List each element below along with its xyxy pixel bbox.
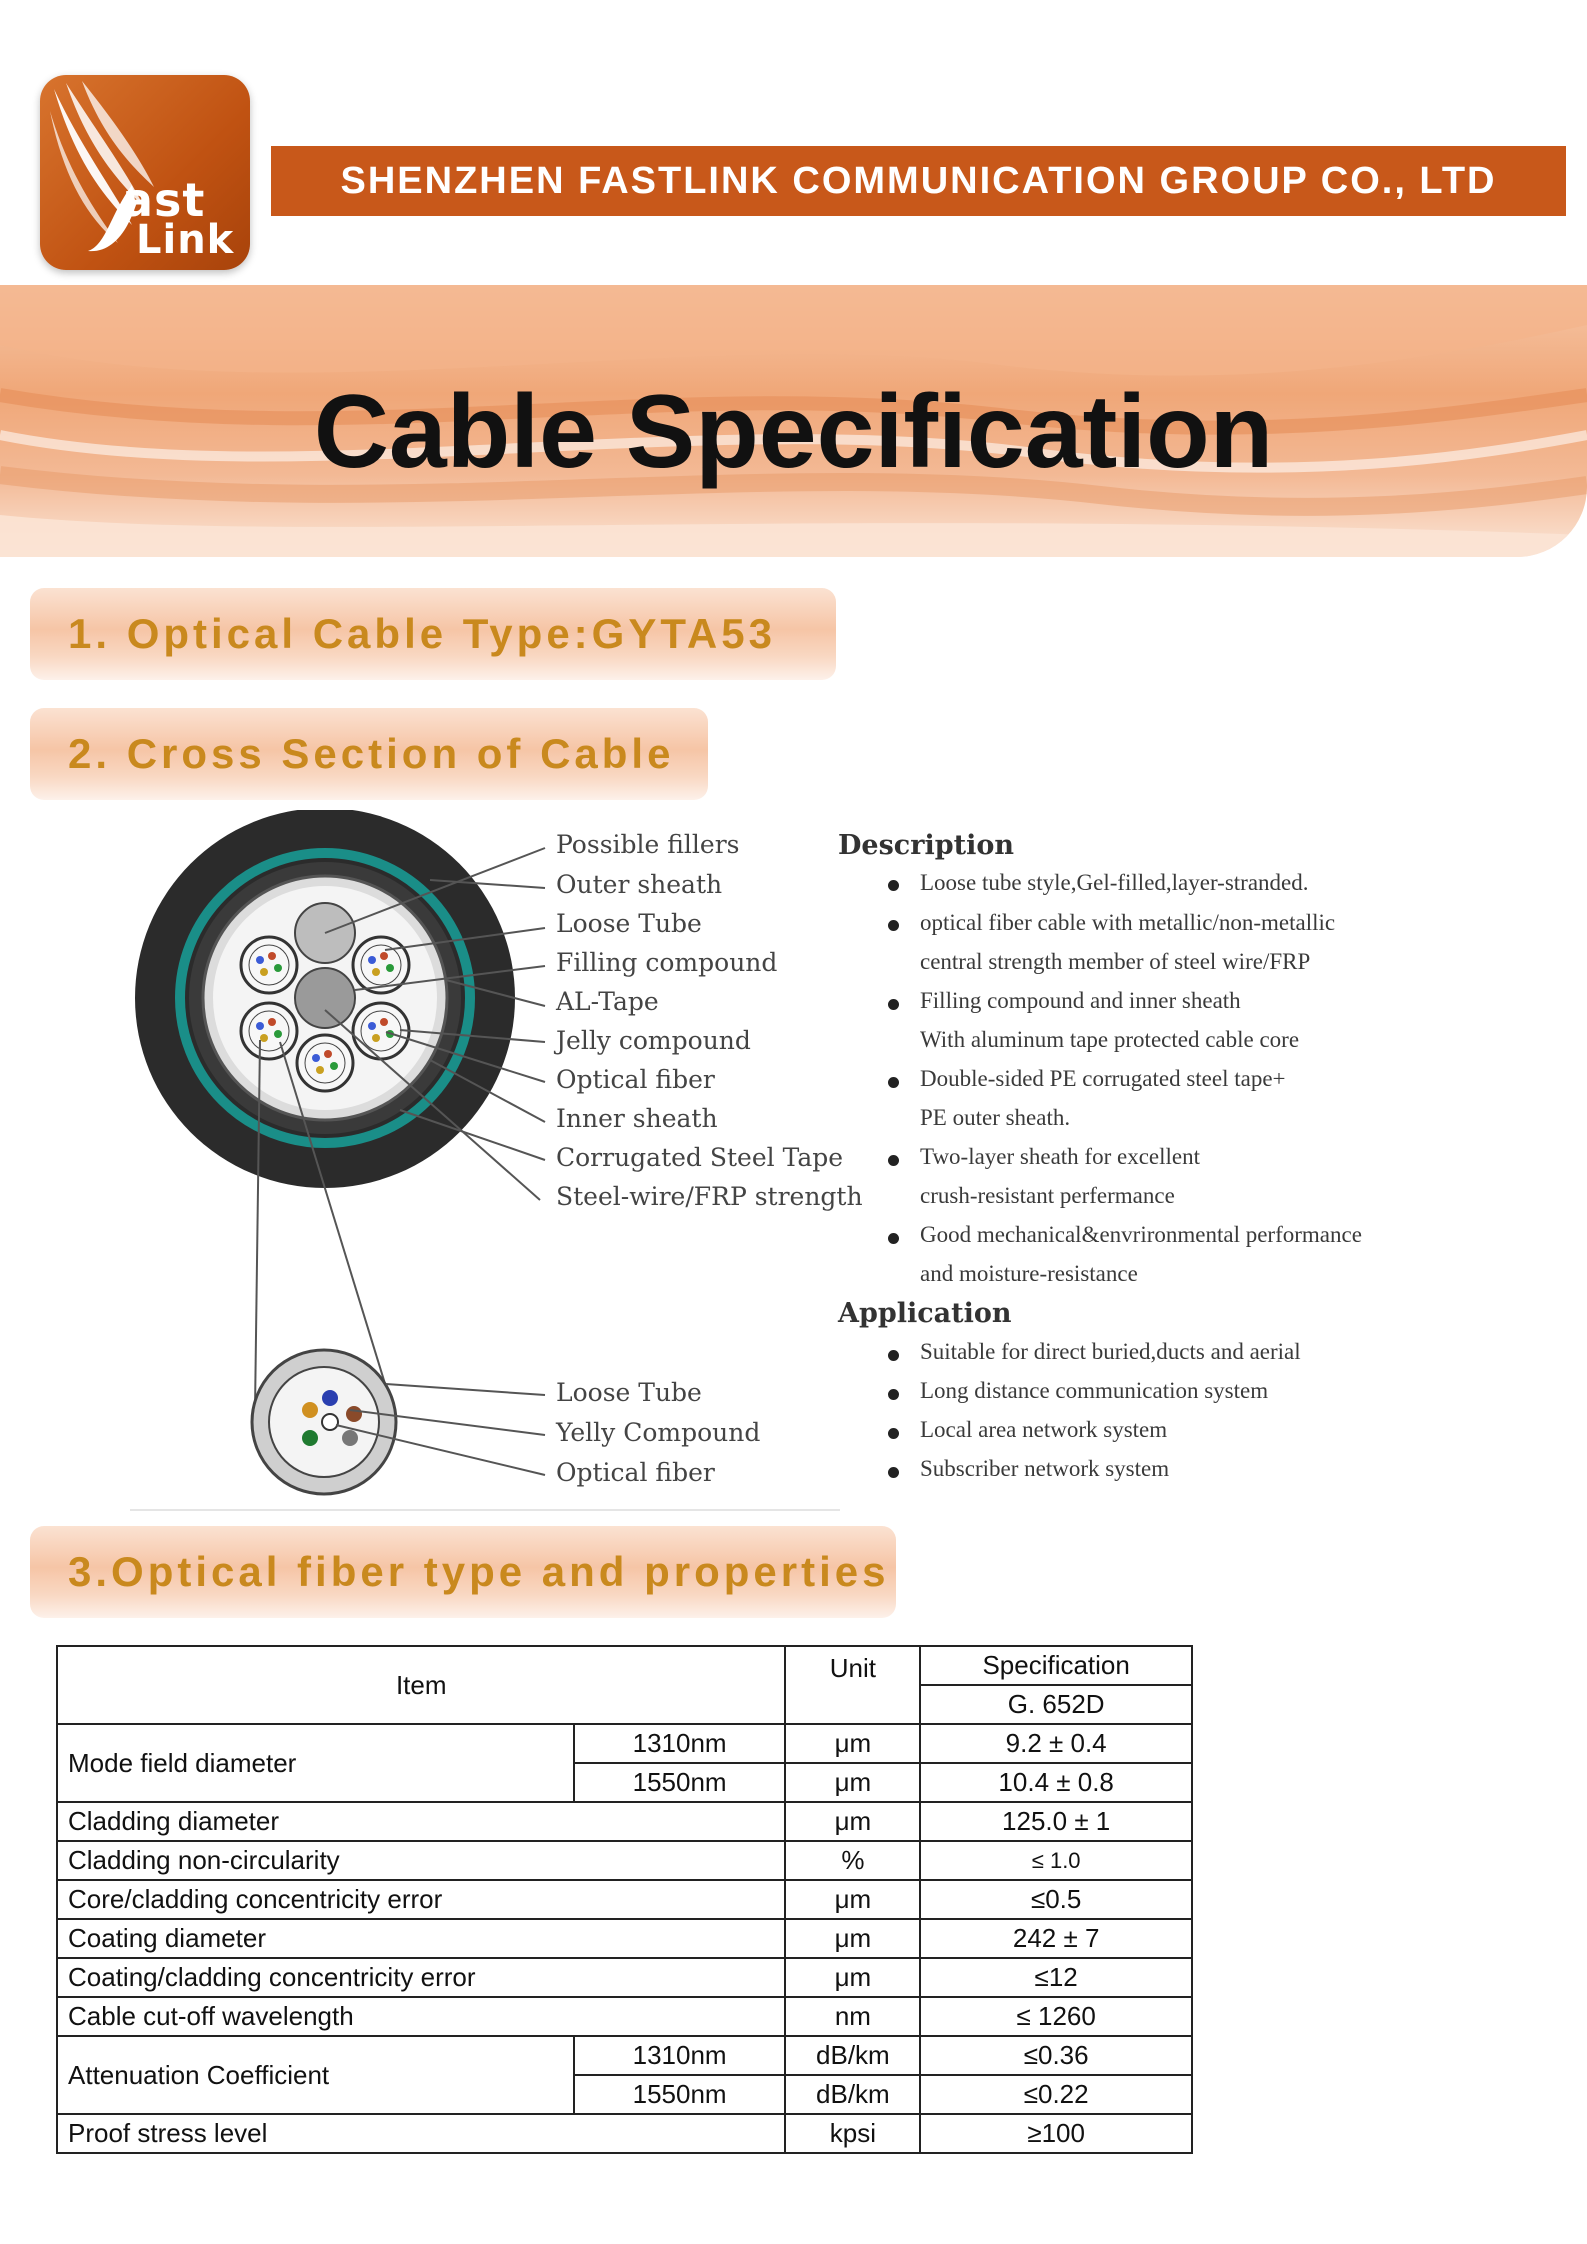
detail-label-yelly-compound: Yelly Compound <box>556 1418 761 1447</box>
label-steel-wire-frp-strength: Steel-wire/FRP strength <box>556 1182 863 1211</box>
label-inner-sheath: Inner sheath <box>556 1104 718 1133</box>
row-value: ≤12 <box>920 1958 1192 1997</box>
label-possible-fillers: Possible fillers <box>556 830 740 859</box>
row-label: Core/cladding concentricity error <box>57 1880 785 1919</box>
table-row <box>57 2036 1192 2075</box>
row-unit: μm <box>785 1763 920 1802</box>
section-header-fiber-properties: 3.Optical fiber type and properties <box>30 1526 896 1618</box>
row-unit: % <box>785 1841 920 1880</box>
table-row <box>57 1919 1192 1958</box>
company-logo <box>40 75 250 270</box>
section-header-cross-section: 2. Cross Section of Cable <box>30 708 708 800</box>
header-spec-type: G. 652D <box>920 1685 1192 1724</box>
cross-section-diagram <box>100 810 1430 1520</box>
table-row <box>57 1880 1192 1919</box>
row-label: Cable cut-off wavelength <box>57 1997 785 2036</box>
bullet <box>888 1467 899 1478</box>
label-optical-fiber: Optical fiber <box>556 1065 715 1094</box>
description-line: central strength member of steel wire/FRP <box>920 949 1311 974</box>
bullet <box>888 1077 899 1088</box>
bullet <box>888 1233 899 1244</box>
row-unit: μm <box>785 1724 920 1763</box>
row-unit: μm <box>785 1958 920 1997</box>
logo-text-link: Link <box>136 217 235 263</box>
section-header-cable-type: 1. Optical Cable Type:GYTA53 <box>30 588 836 680</box>
header-unit: Unit <box>785 1646 920 1724</box>
row-unit: kpsi <box>785 2114 920 2153</box>
bullet <box>888 920 899 931</box>
bullet <box>888 880 899 891</box>
description-line: With aluminum tape protected cable core <box>920 1027 1300 1052</box>
description-title: Description <box>838 830 1014 861</box>
row-value: 9.2 ± 0.4 <box>920 1724 1192 1763</box>
row-unit: dB/km <box>785 2075 920 2114</box>
table-row <box>57 2114 1192 2153</box>
row-value: ≤0.22 <box>920 2075 1192 2114</box>
row-label: Coating diameter <box>57 1919 785 1958</box>
company-name-bar: SHENZHEN FASTLINK COMMUNICATION GROUP CO., LTD <box>271 146 1566 216</box>
table-row <box>57 1724 1192 1763</box>
row-value: ≥100 <box>920 2114 1192 2153</box>
header-specification: Specification <box>920 1646 1192 1685</box>
label-filling-compound: Filling compound <box>556 948 778 977</box>
row-unit: μm <box>785 1802 920 1841</box>
bullet <box>888 999 899 1010</box>
row-wavelength: 1550nm <box>574 2075 786 2114</box>
bullet <box>888 1350 899 1361</box>
table-header-row <box>57 1646 1192 1685</box>
description-line: and moisture-resistance <box>920 1261 1138 1286</box>
row-wavelength: 1550nm <box>574 1763 786 1802</box>
application-line: Local area network system <box>920 1417 1168 1442</box>
detail-label-loose-tube: Loose Tube <box>556 1378 702 1407</box>
row-label: Cladding non-circularity <box>57 1841 785 1880</box>
description-line: PE outer sheath. <box>920 1105 1071 1130</box>
row-value: ≤0.5 <box>920 1880 1192 1919</box>
bullet <box>888 1155 899 1166</box>
label-al-tape: AL-Tape <box>556 987 659 1016</box>
row-unit: μm <box>785 1880 920 1919</box>
table-row <box>57 1997 1192 2036</box>
row-label: Cladding diameter <box>57 1802 785 1841</box>
bullet <box>888 1428 899 1439</box>
description-line: Double-sided PE corrugated steel tape+ <box>920 1066 1286 1091</box>
row-unit: μm <box>785 1919 920 1958</box>
row-unit: nm <box>785 1997 920 2036</box>
table-row <box>57 1958 1192 1997</box>
row-value: ≤ 1.0 <box>920 1841 1192 1880</box>
label-corrugated-steel-tape: Corrugated Steel Tape <box>556 1143 844 1172</box>
header-item: Item <box>57 1646 785 1724</box>
logo-text-fast: ast <box>122 173 206 227</box>
page-title: Cable Specification <box>313 374 1274 490</box>
row-value: ≤0.36 <box>920 2036 1192 2075</box>
bullet <box>888 1389 899 1400</box>
description-line: optical fiber cable with metallic/non-metallic <box>920 910 1336 935</box>
row-label: Mode field diameter <box>57 1724 574 1802</box>
application-line: Suitable for direct buried,ducts and aerial <box>920 1339 1301 1364</box>
description-line: Filling compound and inner sheath <box>920 988 1241 1013</box>
row-unit: dB/km <box>785 2036 920 2075</box>
label-outer-sheath: Outer sheath <box>556 870 723 899</box>
fiber-properties-table <box>56 1645 1193 2154</box>
application-title: Application <box>838 1298 1012 1329</box>
table-row <box>57 1802 1192 1841</box>
title-banner <box>0 285 1587 557</box>
description-line: crush-resistant perfermance <box>920 1183 1175 1208</box>
description-line: Loose tube style,Gel-filled,layer-stranded. <box>920 870 1309 895</box>
description-line: Good mechanical&envrironmental performance <box>920 1222 1362 1247</box>
row-wavelength: 1310nm <box>574 1724 786 1763</box>
row-wavelength: 1310nm <box>574 2036 786 2075</box>
label-jelly-compound: Jelly compound <box>556 1026 751 1055</box>
row-value: 125.0 ± 1 <box>920 1802 1192 1841</box>
detail-label-optical-fiber: Optical fiber <box>556 1458 715 1487</box>
row-label: Coating/cladding concentricity error <box>57 1958 785 1997</box>
row-value: 10.4 ± 0.8 <box>920 1763 1192 1802</box>
table-row <box>57 1841 1192 1880</box>
row-label: Proof stress level <box>57 2114 785 2153</box>
description-line: Two-layer sheath for excellent <box>920 1144 1201 1169</box>
application-line: Long distance communication system <box>920 1378 1269 1403</box>
label-loose-tube: Loose Tube <box>556 909 702 938</box>
row-value: 242 ± 7 <box>920 1919 1192 1958</box>
row-value: ≤ 1260 <box>920 1997 1192 2036</box>
application-line: Subscriber network system <box>920 1456 1170 1481</box>
row-label: Attenuation Coefficient <box>57 2036 574 2114</box>
